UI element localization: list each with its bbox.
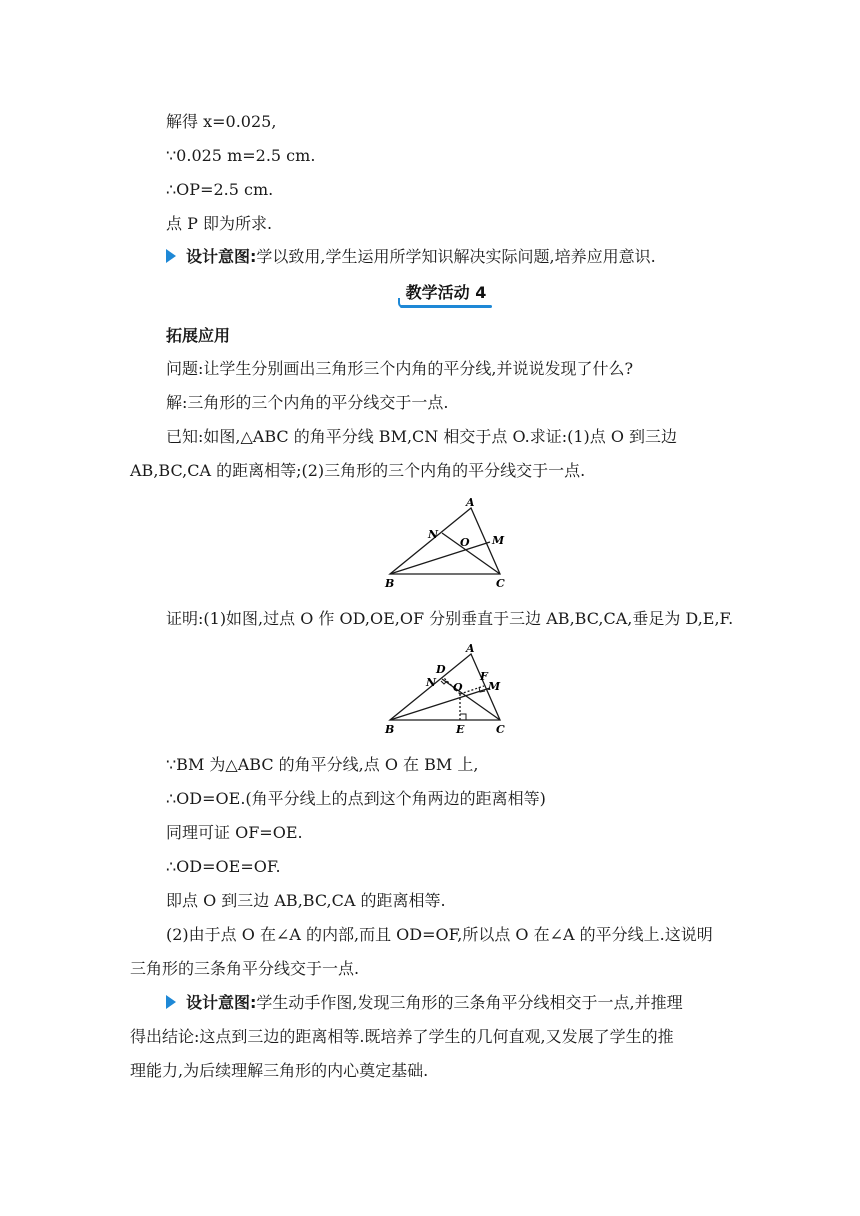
label-m: M (492, 534, 505, 547)
label-o: O (460, 536, 470, 549)
label-n: N (428, 528, 439, 541)
label-b: B (385, 577, 395, 590)
proof-text: 证明:(1)如图,过点 O 作 OD,OE,OF 分别垂直于三边 AB,BC,CA,垂足为 D,E,F. (166, 609, 734, 628)
label-m: M (488, 680, 501, 693)
activity-underline (400, 305, 492, 308)
design-intent-label: 设计意图: (186, 993, 257, 1012)
design-intent-label: 设计意图: (186, 247, 257, 266)
label-f: F (480, 670, 488, 683)
answer-text: 解:三角形的三个内角的平分线交于一点. (166, 393, 449, 412)
label-c: C (496, 577, 505, 590)
given-text-cont: AB,BC,CA 的距离相等;(2)三角形的三个内角的平分线交于一点. (130, 461, 586, 480)
given-text: 已知:如图,△ABC 的角平分线 BM,CN 相交于点 O.求证:(1)点 O 到三边 (166, 427, 678, 446)
label-o: O (453, 681, 463, 694)
play-triangle-icon (166, 995, 176, 1009)
text-line: 点 P 即为所求. (166, 214, 273, 233)
design-intent-text: 学以致用,学生运用所学知识解决实际问题,培养应用意识. (256, 247, 656, 266)
proof-step: 同理可证 OF=OE. (166, 823, 303, 842)
proof-step: ∵BM 为△ABC 的角平分线,点 O 在 BM 上, (166, 755, 479, 774)
label-n: N (426, 676, 437, 689)
label-b: B (385, 723, 395, 736)
proof-step: ∴OD=OE=OF. (166, 857, 281, 876)
bisector-bm (390, 688, 490, 720)
design-intent (166, 245, 656, 269)
activity-hook (398, 298, 406, 308)
proof-step-cont: 三角形的三条角平分线交于一点. (130, 959, 360, 978)
proof-step: 即点 O 到三边 AB,BC,CA 的距离相等. (166, 891, 446, 910)
proof-step: ∴OD=OE.(角平分线上的点到这个角两边的距离相等) (166, 789, 546, 808)
design-intent-text: 学生动手作图,发现三角形的三条角平分线相交于一点,并推理 (256, 993, 683, 1012)
label-d: D (436, 663, 446, 676)
question-text: 问题:让学生分别画出三角形三个内角的平分线,并说说发现了什么? (166, 359, 634, 378)
label-a: A (466, 496, 475, 509)
text-line: ∵0.025 m=2.5 cm. (166, 146, 316, 165)
perpendicular-of (460, 686, 484, 694)
design-intent-2 (166, 991, 683, 1015)
label-a: A (466, 642, 475, 655)
proof-step: (2)由于点 O 在∠A 的内部,而且 OD=OF,所以点 O 在∠A 的平分线上.这说明 (166, 925, 713, 944)
triangle-abc (390, 508, 500, 574)
text-line: ∴OP=2.5 cm. (166, 180, 274, 199)
label-e: E (456, 723, 465, 736)
text-line: 解得 x=0.025, (166, 112, 277, 131)
activity-title: 教学活动 4 (405, 283, 487, 302)
label-c: C (496, 723, 505, 736)
section-heading: 拓展应用 (166, 326, 231, 345)
activity-heading (398, 282, 494, 308)
design-intent-text-cont: 得出结论:这点到三边的距离相等.既培养了学生的几何直观,又发展了学生的推 (130, 1027, 674, 1046)
triangle-figure-2 (380, 640, 510, 736)
bisector-bm (390, 542, 490, 574)
play-triangle-icon (166, 249, 176, 263)
design-intent-text-cont: 理能力,为后续理解三角形的内心奠定基础. (130, 1061, 429, 1080)
right-angle-mark-e (460, 714, 466, 720)
triangle-figure-1 (380, 494, 510, 590)
right-angle-mark-d (441, 681, 447, 684)
